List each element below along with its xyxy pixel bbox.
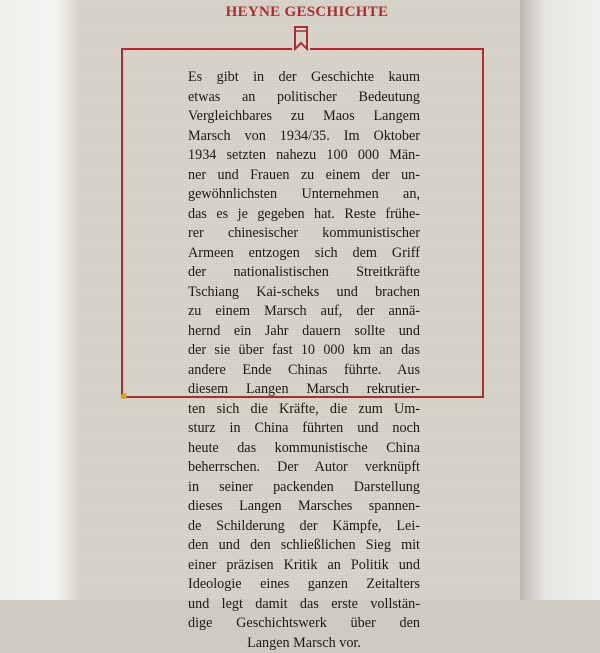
- page-background-right: [520, 0, 600, 600]
- blurb-line: Vergleichbares zu Maos Langem: [188, 107, 420, 127]
- blurb-line: den und den schließlichen Sieg mit: [188, 536, 420, 556]
- blurb-line: de Schilderung der Kämpfe, Lei-: [188, 517, 420, 537]
- blurb-line: der nationalistischen Streitkräfte: [188, 263, 420, 283]
- blurb-line: der sie über fast 10 000 km an das: [188, 341, 420, 361]
- blurb-line: gewöhnlichsten Unternehmen an,: [188, 185, 420, 205]
- blurb-line: diesem Langen Marsch rekrutier-: [188, 380, 420, 400]
- blurb-line: dige Geschichtswerk über den: [188, 614, 420, 634]
- blurb-line: Langen Marsch vor.: [188, 634, 420, 653]
- blurb-line: andere Ende Chinas führte. Aus: [188, 361, 420, 381]
- blurb-line: etwas an politischer Bedeutung: [188, 88, 420, 108]
- blurb-line: ten sich die Kräfte, die zum Um-: [188, 400, 420, 420]
- blurb-line: beherrschen. Der Autor verknüpft: [188, 458, 420, 478]
- corner-dot: [121, 393, 127, 399]
- blurb-line: zu einem Marsch auf, der annä-: [188, 302, 420, 322]
- blurb-line: Ideologie eines ganzen Zeitalters: [188, 575, 420, 595]
- blurb-line: und legt damit das erste vollstän-: [188, 595, 420, 615]
- series-title: HEYNE GESCHICHTE: [212, 4, 402, 21]
- blurb-line: sturz in China führten und noch: [188, 419, 420, 439]
- bookmark-icon: [292, 25, 310, 53]
- blurb-line: rer chinesischer kommunistischer: [188, 224, 420, 244]
- blurb-line: dieses Langen Marsches spannen-: [188, 497, 420, 517]
- blurb-line: Es gibt in der Geschichte kaum: [188, 68, 420, 88]
- blurb-line: Tschiang Kai-scheks und brachen: [188, 283, 420, 303]
- blurb-line: Marsch von 1934/35. Im Oktober: [188, 127, 420, 147]
- blurb-line: einer präzisen Kritik an Politik und: [188, 556, 420, 576]
- blurb-line: in seiner packenden Darstellung: [188, 478, 420, 498]
- blurb-line: ner und Frauen zu einem der un-: [188, 166, 420, 186]
- blurb-line: das es je gegeben hat. Reste frühe-: [188, 205, 420, 225]
- blurb-line: heute das kommunistische China: [188, 439, 420, 459]
- blurb-line: hernd ein Jahr dauern sollte und: [188, 322, 420, 342]
- blurb-line: 1934 setzten nahezu 100 000 Män-: [188, 146, 420, 166]
- blurb-text: [188, 68, 420, 653]
- page-background-left: [0, 0, 78, 600]
- blurb-line: Armeen entzogen sich dem Griff: [188, 244, 420, 264]
